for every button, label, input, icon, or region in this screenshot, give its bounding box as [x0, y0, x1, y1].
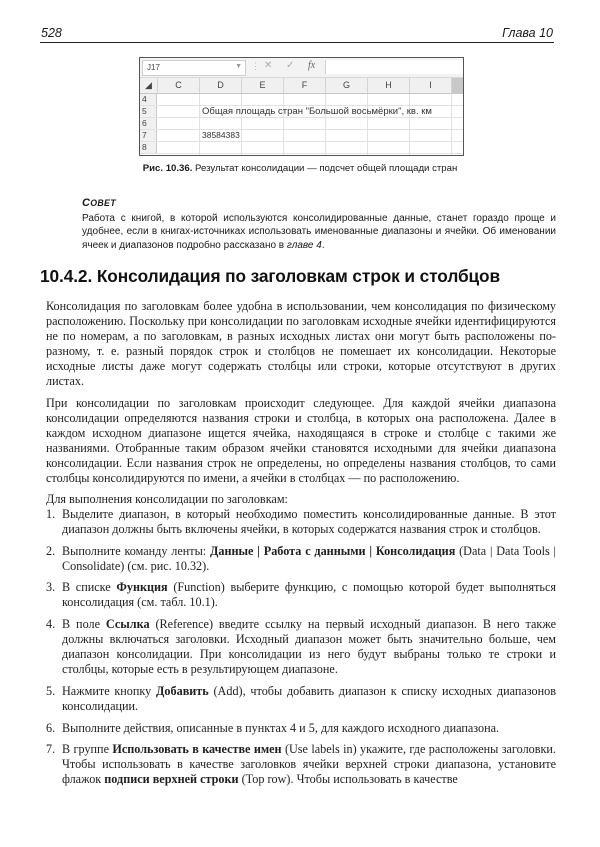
tip-title: СОВЕТ [82, 197, 116, 209]
chapter-reference: главе 4 [286, 239, 322, 251]
name-box[interactable] [142, 60, 246, 76]
section-heading: 10.4.2. Консолидация по заголовкам строк и столбцов [40, 266, 501, 286]
step-text: В группе [62, 742, 113, 757]
step-text: (Add), чтобы добавить диапазон к списку исходных диапазонов консолидации. [62, 683, 556, 714]
paragraph: При консолидации по заголовкам происходит следующее. Для каждой ячейки диапазона консолидации определяются названия строки и столбца, в которых она расположена. Далее в каждом исходном диапазоне ищется ячейка, находящаяся в строке и столбце с такими же названиями. Отобранные таким образом ячейки становятся исходными для ячейки диапазона консолидации. Если названия строк не определены, но определены названия столбцов, то сами столбцы консолидируются по имени, а ячейки в столбцах — по расположению. [46, 395, 556, 486]
chapter-label: Глава 10 [502, 26, 553, 40]
grid-row [140, 94, 463, 106]
row-header[interactable]: 5 [140, 106, 157, 117]
step-text: В списке [62, 580, 117, 595]
list-item [46, 742, 556, 787]
scrollbar[interactable] [452, 78, 464, 93]
step-text: Нажмите кнопку [62, 683, 157, 698]
list-number: 1. [46, 507, 56, 521]
grip-icon: ⋮ [251, 61, 260, 71]
step-text: (Data | Data Tools | Consolidate) (см. рис. 10.32). [62, 543, 556, 573]
ui-term: подписи верхней строки [104, 772, 239, 787]
grid-row [140, 142, 463, 154]
list-item [46, 721, 556, 736]
column-header-i[interactable]: I [410, 78, 452, 93]
column-headers [140, 78, 463, 94]
steps-list [46, 507, 556, 794]
cancel-icon[interactable]: ✕ [264, 60, 273, 71]
row-header[interactable]: 7 [140, 130, 157, 141]
step-text: (Top row). Чтобы использовать в качестве [238, 772, 458, 787]
list-item [46, 507, 556, 537]
column-header-c[interactable]: C [158, 78, 200, 93]
column-header-g[interactable]: G [326, 78, 368, 93]
tip-block [82, 197, 556, 252]
name-box-value: J17 [147, 63, 160, 72]
formula-bar [140, 58, 463, 78]
figure-caption-text: Результат консолидации — подсчет общей площади стран [192, 163, 458, 174]
formula-input[interactable] [325, 60, 463, 74]
body-text [46, 299, 556, 513]
ui-term: Ссылка [105, 617, 150, 632]
row-header[interactable]: 8 [140, 142, 157, 153]
step-text: Выполните команду ленты: [62, 543, 210, 558]
row-header[interactable]: 6 [140, 118, 157, 129]
grid-row [140, 118, 463, 130]
cell-d7[interactable]: 38584383 [202, 130, 240, 140]
list-number: 7. [46, 742, 56, 757]
grid-row [140, 130, 463, 142]
step-text: (Use labels in) укажите, где расположены заголовки. Чтобы использовать в качестве заголовков ячейки верхней строки диапазона, установите флажок [62, 742, 556, 787]
figure-caption [0, 163, 600, 174]
ui-term: Добавить [156, 683, 209, 698]
ui-term: Использовать в качестве имен [112, 742, 282, 757]
figure-label: Рис. 10.36. [142, 163, 193, 174]
step-text: (Reference) введите ссылку на первый исходный диапазон. В него также должны включаться заголовки. Исходный диапазон может быть значительно больше, чем диапазон консолидации. При консолидации из него будут выбраны только те строки и столбцы, которые есть в результирующем диапазоне. [62, 617, 556, 677]
step-text: (Function) выберите функцию, с помощью которой будет выполняться консолидация (см. табл. 10.1). [62, 580, 556, 610]
cell-d5[interactable]: Общая площадь стран "Большой восьмёрки", кв. км [202, 106, 432, 117]
step-text: Выполните действия, описанные в пунктах 4 и 5, для каждого исходного диапазона. [62, 720, 500, 735]
column-header-e[interactable]: E [242, 78, 284, 93]
paragraph: Для выполнения консолидации по заголовкам: [46, 492, 288, 507]
column-header-d[interactable]: D [200, 78, 242, 93]
list-item [46, 544, 556, 574]
list-number: 3. [46, 580, 56, 595]
paragraph: Консолидация по заголовкам более удобна в использовании, чем консолидация по физическому расположению. Поскольку при консолидации по заголовкам исходные ячейки идентифицируются не по номерам, а по заголовкам, в разных исходных листах они могут быть расположены по-разному, т. е. разный порядок строк и столбцов не помешает их консолидации. Некоторые исходные листы даже могут содержать столбцы или строки, которые отсутствуют в других листах. [46, 299, 556, 389]
select-all-corner[interactable]: ◢ [140, 78, 158, 93]
step-text: В поле [62, 617, 106, 632]
fx-icon[interactable]: fx [308, 60, 316, 71]
list-number: 4. [46, 617, 56, 632]
ui-term: Функция [116, 580, 168, 595]
chevron-down-icon[interactable]: ▼ [235, 63, 242, 70]
list-number: 5. [46, 683, 56, 698]
column-header-h[interactable]: H [368, 78, 410, 93]
list-item [46, 580, 556, 610]
list-number: 6. [46, 720, 56, 735]
tip-text: Работа с книгой, в которой используются консолидированные данные, станет гораздо проще и удобнее, если в книгах-источниках использовать именованные диапазоны и ячейки. Об именовании ячеек и диапазонов подробно рассказано в главе 4. [82, 213, 556, 251]
enter-icon[interactable]: ✓ [286, 60, 295, 71]
ui-term: Данные | Работа с данными | Консолидация [210, 543, 456, 558]
page-number: 528 [41, 26, 62, 40]
list-item [46, 684, 556, 714]
spreadsheet-figure [139, 57, 464, 156]
step-text: Выделите диапазон, в который необходимо поместить консолидированные данные. В этот диапазон должны быть включены ячейки, в которых содержатся названия строк и столбцов. [62, 507, 556, 537]
list-number: 2. [46, 543, 56, 558]
running-header [40, 26, 554, 43]
column-header-f[interactable]: F [284, 78, 326, 93]
list-item [46, 617, 556, 677]
grid-row [140, 106, 463, 118]
row-header[interactable]: 4 [140, 94, 157, 105]
